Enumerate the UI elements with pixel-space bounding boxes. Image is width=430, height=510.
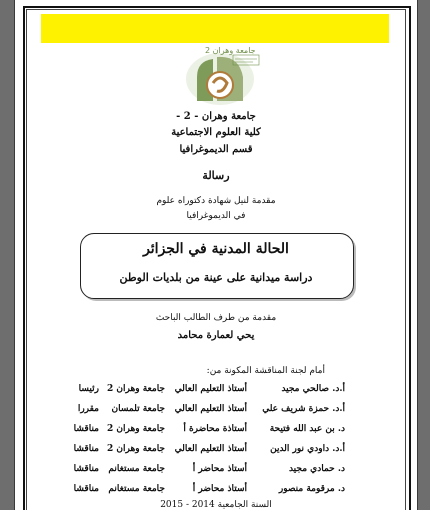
thesis-label: رسالة [202,169,230,182]
member-rank: أستاذ التعليم العالي [174,384,247,394]
member-rank: أستاذ محاضر أ [192,464,247,474]
member-name: د. حمادي مجيد [288,464,345,474]
member-university: جامعة تلمسان [111,404,165,414]
member-rank: أستاذ التعليم العالي [174,444,247,454]
member-university: جامعة وهران 2 [107,384,165,394]
document-page [14,0,418,510]
thesis-title: الحالة المدنية في الجزائر [143,241,289,257]
thesis-subtitle: دراسة ميدانية على عينة من بلديات الوطن [119,271,313,284]
field-line: في الديموغرافيا [186,211,246,221]
member-role: مناقشا [73,484,99,494]
committee-row [15,464,417,482]
member-name: أ.د. حمزة شريف علي [262,404,345,414]
member-university: جامعة مستغانم [108,484,165,494]
member-rank: أستاذة محاضرة أ [183,424,247,434]
member-role: مناقشا [73,444,99,454]
member-name: أ.د. داودي نور الدين [270,444,345,454]
member-university: جامعة وهران 2 [107,424,165,434]
member-role: رئيسا [78,384,99,394]
member-name: د. مرقومة منصور [278,484,345,494]
degree-line: مقدمة لنيل شهادة دكتوراه علوم [156,196,276,206]
member-name: د. بن عبد الله فتيحة [269,424,345,434]
faculty-name: كلية العلوم الاجتماعية [171,127,261,138]
presented-by: مقدمة من طرف الطالب الباحث [155,313,277,323]
member-role: مناقشا [73,424,99,434]
committee-heading: أمام لجنة المناقشة المكونة من: [206,366,325,376]
department-name: قسم الديموغرافيا [179,144,253,155]
member-rank: أستاذ التعليم العالي [174,404,247,414]
member-university: جامعة مستغانم [108,464,165,474]
member-role: مقررا [77,404,99,414]
member-role: مناقشا [73,464,99,474]
committee-row [15,404,417,422]
member-university: جامعة وهران 2 [107,444,165,454]
member-name: أ.د. صالحي مجيد [281,384,345,394]
svg-text:جامعة وهران 2: جامعة وهران 2 [205,46,256,55]
university-name: جامعة وهران - 2 - [176,111,256,122]
author-name: يحي لعمارة محامد [177,330,255,341]
member-rank: أستاذ محاضر أ [192,484,247,494]
university-logo-icon [167,43,273,109]
academic-year: السنة الجامعية 2014 - 2015 [160,500,272,510]
committee-row [15,424,417,442]
committee-row [15,384,417,402]
highlight-annotation[interactable] [41,14,389,43]
committee-row [15,444,417,462]
